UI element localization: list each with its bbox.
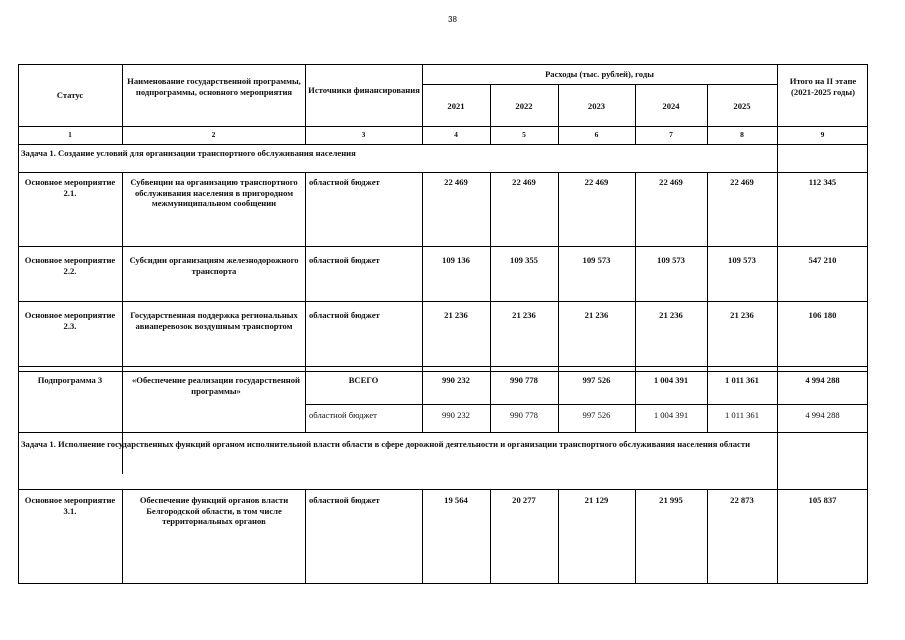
col-divider-7b xyxy=(707,172,708,432)
budget-table xyxy=(18,64,868,584)
colnum-bottom-line xyxy=(18,144,868,145)
row31-status: Основное мероприятие 3.1. xyxy=(24,495,116,516)
colnum-6: 6 xyxy=(594,130,599,139)
row23-v2022: 21 236 xyxy=(512,310,536,320)
header-name: Наименование государственной программы, подпрограммы, основного мероприятия xyxy=(127,76,301,97)
col-divider-2b xyxy=(305,172,306,432)
row23-name: Государственная поддержка региональных авиаперевозок воздушным транспортом xyxy=(130,310,298,331)
subprogram-budget-v2021: 990 232 xyxy=(442,410,470,420)
subprogram-total-v2022: 990 778 xyxy=(510,375,538,385)
colnum-7: 7 xyxy=(669,130,673,139)
row23-v2024: 21 236 xyxy=(659,310,683,320)
header-expenses: Расходы (тыс. рублей), годы xyxy=(545,69,654,79)
subprogram-budget-v2023: 997 526 xyxy=(582,410,611,420)
row21-status: Основное мероприятие 2.1. xyxy=(24,177,116,198)
task2-title: Задача 1. Исполнение государственных функций органом исполнительной власти области в сфере дорожной деятельности и организации транспортного обслуживания населения области xyxy=(21,439,751,449)
colnum-3: 3 xyxy=(361,130,366,139)
row22-v2025: 109 573 xyxy=(728,255,756,265)
page-number: 38 xyxy=(448,15,457,24)
colnum-8: 8 xyxy=(740,130,744,139)
row22-v2022: 109 355 xyxy=(510,255,538,265)
row31-v2022: 20 277 xyxy=(512,495,536,505)
subprogram-total-sum: 4 994 288 xyxy=(805,375,840,385)
header-year-2021: 2021 xyxy=(447,101,465,111)
col-divider-8 xyxy=(777,64,778,584)
header-year-2024: 2024 xyxy=(662,101,680,111)
row22-total: 547 210 xyxy=(808,255,837,265)
subprogram-total-v2025: 1 011 361 xyxy=(725,375,759,385)
row31-total: 105 837 xyxy=(808,495,837,505)
row22-name: Субсидии организациям железнодорожного транспорта xyxy=(129,255,299,276)
subprogram-status: Подпрограмма 3 xyxy=(37,375,103,385)
subprogram-bottom-line xyxy=(18,432,868,433)
row23-v2021: 21 236 xyxy=(444,310,468,320)
row22-v2021: 109 136 xyxy=(442,255,470,265)
row31-v2024: 21 995 xyxy=(659,495,683,505)
header-status: Статус xyxy=(56,90,84,100)
header-year-2022: 2022 xyxy=(515,101,533,111)
row23-source: областной бюджет xyxy=(309,310,380,320)
row21-source: областной бюджет xyxy=(309,177,380,187)
row23-bottom-line xyxy=(18,366,868,367)
row21-total: 112 345 xyxy=(808,177,837,187)
colnum-9: 9 xyxy=(820,130,825,139)
row21-v2023: 22 469 xyxy=(584,177,609,187)
row21-v2024: 22 469 xyxy=(659,177,683,187)
subprogram-name: «Обеспечение реализации государственной программы» xyxy=(132,375,300,396)
subprogram-budget-v2024: 1 004 391 xyxy=(653,410,689,420)
row31-name: Обеспечение функций органов власти Белгородской области, в том числе территориальных органов xyxy=(139,495,289,526)
row22-v2023: 109 573 xyxy=(582,255,611,265)
col-divider-1c xyxy=(122,489,123,584)
row31-v2023: 21 129 xyxy=(584,495,609,505)
row22-bottom-line xyxy=(18,301,868,302)
task2-bottom-line xyxy=(18,489,868,490)
row22-source: областной бюджет xyxy=(309,255,380,265)
header-total: Итого на II этапе (2021-2025 годы) xyxy=(789,76,857,97)
col-divider-2c xyxy=(305,489,306,584)
row21-v2022: 22 469 xyxy=(512,177,536,187)
header-year-2025: 2025 xyxy=(733,101,751,111)
colnum-1: 1 xyxy=(68,130,72,139)
subprogram-total-v2023: 997 526 xyxy=(582,375,611,385)
subprogram-budget-v2022: 990 778 xyxy=(510,410,538,420)
row23-status: Основное мероприятие 2.3. xyxy=(24,310,116,331)
col-divider-4b xyxy=(490,172,491,432)
row21-v2025: 22 469 xyxy=(730,177,754,187)
row21-v2021: 22 469 xyxy=(444,177,468,187)
subprogram-budget-sum: 4 994 288 xyxy=(805,410,840,420)
row22-status: Основное мероприятие 2.2. xyxy=(24,255,116,276)
row22-v2024: 109 573 xyxy=(657,255,685,265)
task1-bottom-line xyxy=(18,172,868,173)
colnum-2: 2 xyxy=(211,130,216,139)
colnum-4: 4 xyxy=(454,130,458,139)
row23-total: 106 180 xyxy=(808,310,837,320)
subprogram-budget-v2025: 1 011 361 xyxy=(724,410,760,420)
subprogram-total-source: ВСЕГО xyxy=(348,375,379,385)
row21-name: Субвенции на организацию транспортного обслуживания населения в пригородном межмуниципальном сообщении xyxy=(130,177,298,208)
col-divider-1b xyxy=(122,172,123,474)
col-divider-3b xyxy=(422,172,423,432)
row21-bottom-line xyxy=(18,246,868,247)
subprogram-inner-line xyxy=(305,404,868,405)
header-sources: Источники финансирования xyxy=(308,85,420,95)
task1-title: Задача 1. Создание условий для организации транспортного обслуживания населения xyxy=(21,148,356,158)
col-divider-6b xyxy=(635,172,636,432)
row31-source: областной бюджет xyxy=(309,495,380,505)
row23-v2023: 21 236 xyxy=(584,310,609,320)
colnum-5: 5 xyxy=(522,130,526,139)
subprogram-total-v2021: 990 232 xyxy=(442,375,470,385)
header-bottom-line xyxy=(18,126,868,127)
subprogram-budget-source: областной бюджет xyxy=(309,410,377,420)
row23-v2025: 21 236 xyxy=(730,310,754,320)
expenses-header-divider xyxy=(422,84,777,85)
row31-v2025: 22 873 xyxy=(730,495,754,505)
header-year-2023: 2023 xyxy=(587,101,606,111)
subprogram-total-v2024: 1 004 391 xyxy=(653,375,689,385)
row31-v2021: 19 564 xyxy=(444,495,468,505)
col-divider-5b xyxy=(558,172,559,432)
subprogram-top-line xyxy=(18,371,868,372)
